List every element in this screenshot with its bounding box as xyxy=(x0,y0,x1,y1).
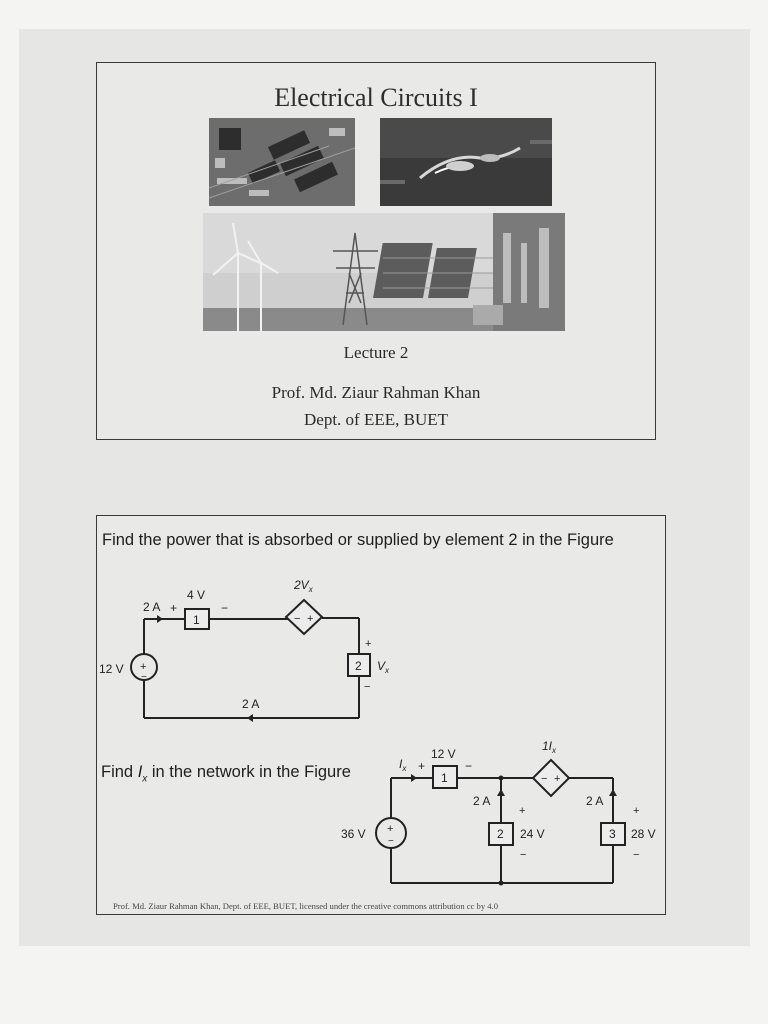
c1-elem2-minus: − xyxy=(364,681,371,693)
question-2-text: Find $I_x$ in the network in the Figure xyxy=(101,763,351,785)
author-name: Prof. Md. Ziaur Rahman Khan xyxy=(271,383,481,402)
c2-elem3-current: 2 A xyxy=(586,794,604,808)
circuit-board-photo xyxy=(209,118,355,206)
c2-elem2-minus: − xyxy=(520,849,527,861)
c2-elem3-plus: + xyxy=(633,805,640,817)
slide-title: Electrical Circuits I xyxy=(274,83,478,112)
c1-dep-minus: − xyxy=(294,613,301,625)
circuit-diagram-2 xyxy=(337,738,667,898)
c2-elem3-minus: − xyxy=(633,849,640,861)
c1-dep-plus: + xyxy=(307,613,314,625)
c2-elem2-current: 2 A xyxy=(473,794,491,808)
c2-elem1-label: 1 xyxy=(441,771,448,785)
c1-current-bottom: 2 A xyxy=(242,697,260,711)
c2-dep-minus: − xyxy=(541,773,548,785)
c1-elem1-voltage: 4 V xyxy=(187,588,206,602)
c1-elem2-voltage: $V_x$ xyxy=(377,659,390,675)
c1-source-minus: − xyxy=(141,672,147,683)
c2-elem2-label: 2 xyxy=(497,827,504,841)
license-footer: Prof. Md. Ziaur Rahman Khan, Dept. of EEE, BUET, licensed under the creative commons attribution cc by 4.0 xyxy=(113,901,499,911)
lightning-photo xyxy=(380,118,552,206)
c1-dep-source-label: $2V_x$ xyxy=(294,578,313,594)
c1-source-plus: + xyxy=(140,661,147,673)
c2-elem2-plus: + xyxy=(519,805,526,817)
circuit-diagram-1 xyxy=(97,576,407,726)
department-name: Dept. of EEE, BUET xyxy=(304,410,448,429)
c2-dep-source-label: $1I_x$ xyxy=(542,739,557,755)
c1-current-top: 2 A xyxy=(143,600,161,614)
c2-source-minus: − xyxy=(388,836,394,847)
c2-current-label: $I_x$ xyxy=(399,757,407,773)
c1-elem1-label: 1 xyxy=(193,613,200,627)
c2-elem2-voltage: 24 V xyxy=(520,827,545,841)
c2-elem1-voltage: 12 V xyxy=(431,747,456,761)
c2-elem1-minus: − xyxy=(465,759,473,773)
c1-elem2-label: 2 xyxy=(355,659,362,673)
problem-slide xyxy=(96,515,666,915)
energy-infrastructure-photo xyxy=(203,213,565,331)
c1-elem1-plus: + xyxy=(170,601,178,615)
question-1-text: Find the power that is absorbed or supplied by element 2 in the Figure xyxy=(102,531,614,549)
c2-source-label: 36 V xyxy=(341,827,366,841)
c2-dep-plus: + xyxy=(554,773,561,785)
c2-source-plus: + xyxy=(387,823,394,835)
c2-elem3-label: 3 xyxy=(609,827,616,841)
title-slide xyxy=(96,62,656,440)
c2-elem1-plus: + xyxy=(418,759,426,773)
c1-source-label: 12 V xyxy=(99,662,124,676)
c1-elem1-minus: − xyxy=(221,601,229,615)
lecture-label: Lecture 2 xyxy=(343,343,409,362)
c2-elem3-voltage: 28 V xyxy=(631,827,656,841)
c1-elem2-plus: + xyxy=(365,638,372,650)
